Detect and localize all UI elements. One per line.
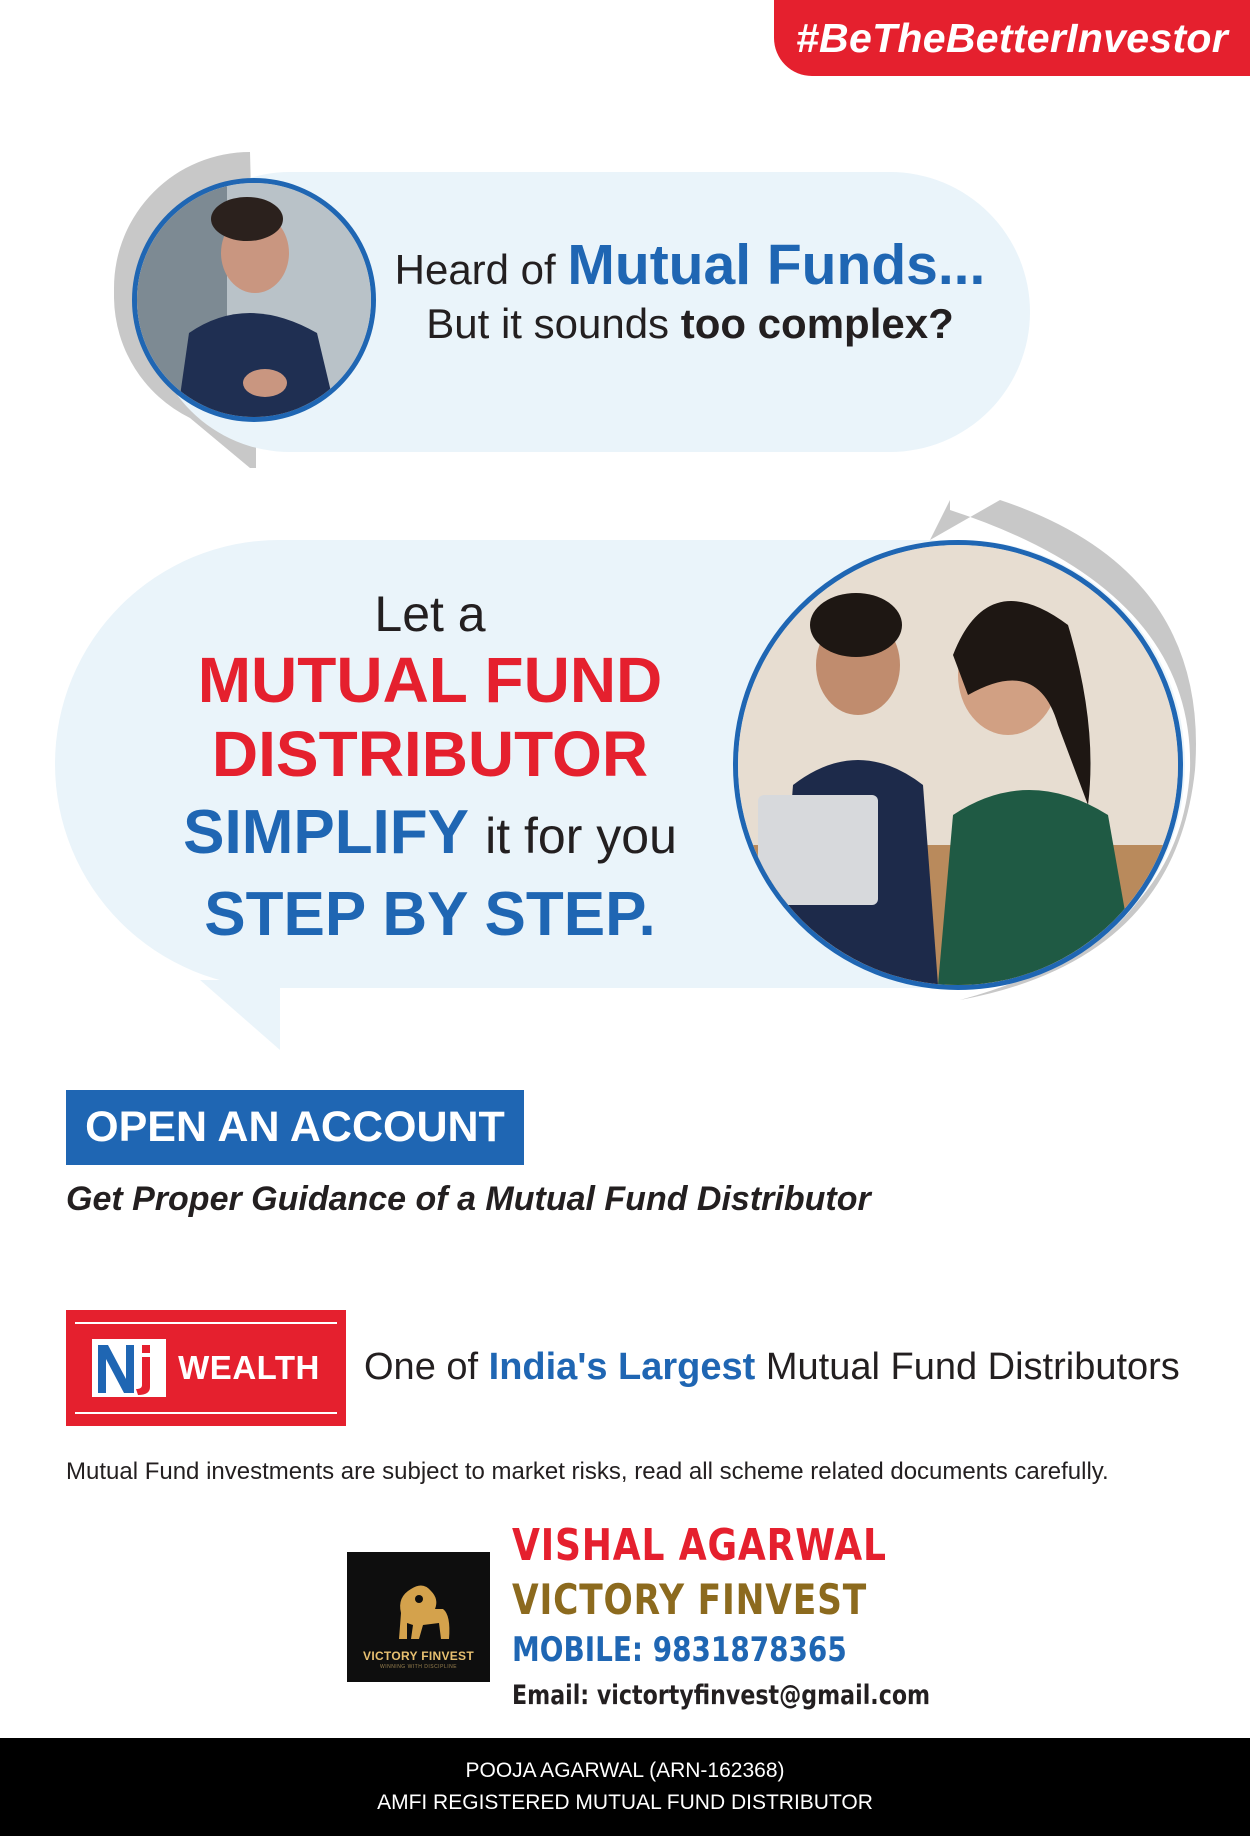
lion-icon	[379, 1579, 459, 1645]
question-prefix: Heard of	[394, 246, 556, 293]
message-simplify: SIMPLIFY	[183, 798, 468, 867]
avatar-woman-thinking	[132, 178, 376, 422]
message-line-1: Let a	[374, 586, 486, 642]
contact-name: VISHAL AGARWAL	[512, 1520, 887, 1571]
contact-block	[512, 1520, 1022, 1711]
women-laptop-illustration	[738, 545, 1178, 985]
question-line-2	[390, 300, 990, 348]
message-mutual-fund: MUTUAL FUND	[197, 644, 663, 716]
logo-tagline: WINNING WITH DISCIPLINE	[379, 1664, 458, 1670]
question-line2-prefix: But it sounds	[426, 300, 670, 347]
question-line2-bold: too complex?	[680, 300, 954, 347]
question-text	[390, 232, 990, 348]
message-distributor: DISTRIBUTOR	[211, 718, 649, 790]
contact-mobile[interactable]: MOBILE: 9831878365	[512, 1630, 847, 1670]
message-simplify-line	[120, 791, 740, 878]
disclaimer: Mutual Fund investments are subject to market risks, read all scheme related documents carefully.	[66, 1458, 1109, 1485]
footer	[0, 1738, 1250, 1836]
woman-thinking-illustration	[137, 183, 371, 417]
nj-wealth-logo	[66, 1310, 346, 1426]
nj-tagline	[364, 1346, 1180, 1389]
contact-company: VICTORY FINVEST	[512, 1575, 868, 1624]
footer-amfi: AMFI REGISTERED MUTUAL FUND DISTRIBUTOR	[377, 1791, 873, 1814]
question-line-1	[390, 232, 990, 298]
main-message	[120, 585, 740, 952]
nj-wealth-text: WEALTH	[178, 1349, 320, 1386]
avatar-two-women-laptop	[733, 540, 1183, 990]
victory-finvest-logo	[347, 1552, 490, 1682]
open-account-button[interactable]: OPEN AN ACCOUNT	[66, 1090, 524, 1165]
message-simplify-rest: it for you	[485, 808, 677, 864]
nj-wealth-logo-inner	[75, 1322, 337, 1414]
nj-tagline-highlight: India's Largest	[488, 1346, 756, 1388]
hashtag-banner: #BeTheBetterInvestor	[774, 0, 1250, 76]
nj-tagline-prefix: One of	[364, 1346, 479, 1388]
nj-logo-icon	[92, 1339, 166, 1397]
guidance-text: Get Proper Guidance of a Mutual Fund Distributor	[66, 1180, 871, 1218]
question-highlight: Mutual Funds...	[567, 233, 986, 297]
logo-brand-name: VICTORY FINVEST	[363, 1649, 474, 1663]
nj-tagline-suffix: Mutual Fund Distributors	[765, 1346, 1180, 1388]
footer-arn: POOJA AGARWAL (ARN-162368)	[465, 1759, 785, 1782]
message-step-by-step: STEP BY STEP.	[204, 880, 656, 949]
contact-email[interactable]: Email: victortyfinvest@gmail.com	[512, 1680, 931, 1711]
